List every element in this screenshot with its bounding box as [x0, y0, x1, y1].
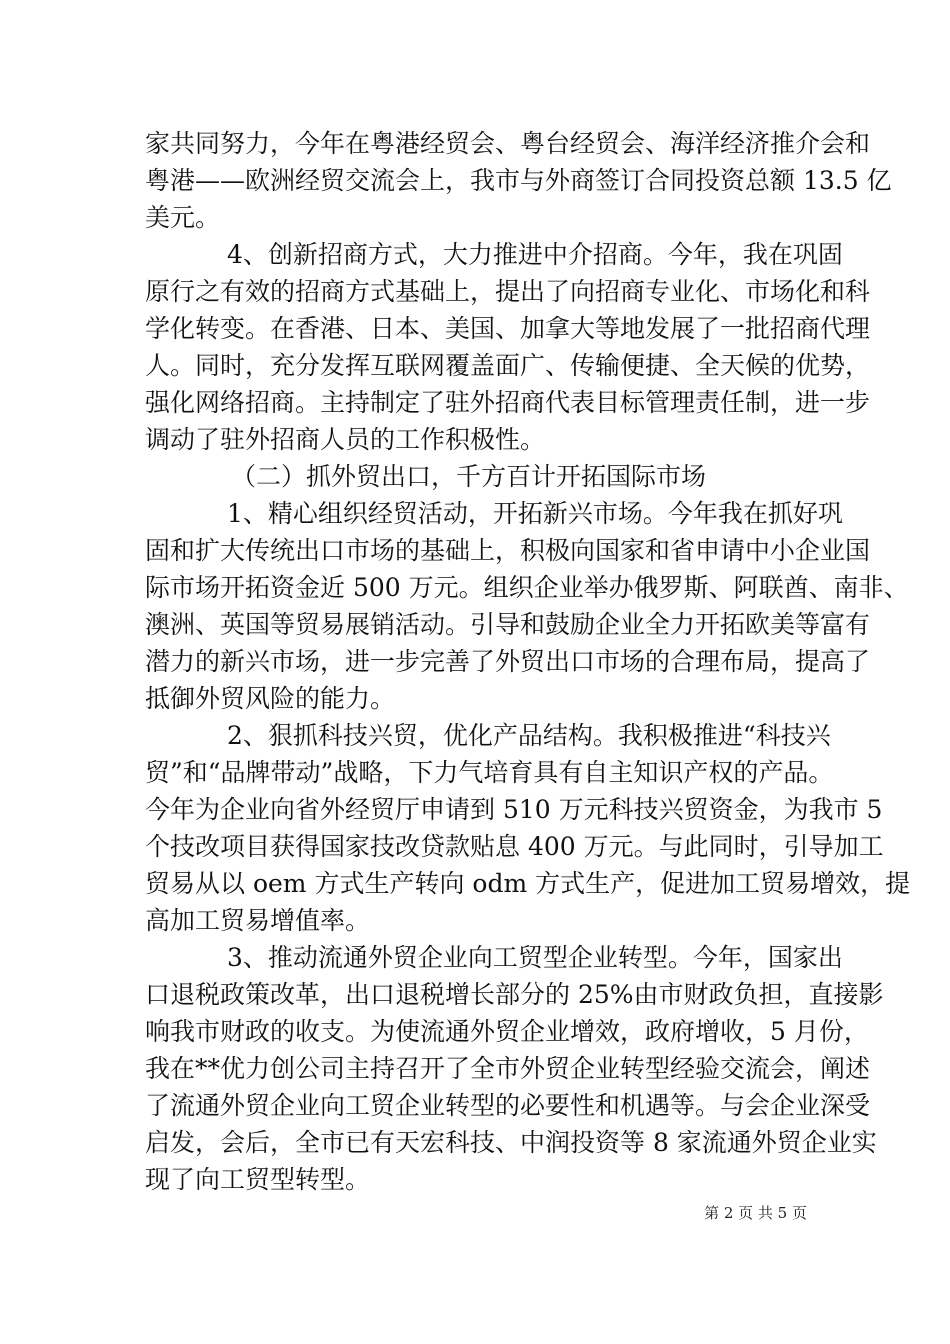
text-line: 2、狠抓科技兴贸，优化产品结构。我积极推进“科技兴	[227, 721, 831, 750]
text-line: 潜力的新兴市场，进一步完善了外贸出口市场的合理布局，提高了	[145, 647, 871, 676]
text-line: 原行之有效的招商方式基础上，提出了向招商专业化、市场化和科	[145, 277, 871, 306]
text-line: 现了向工贸型转型。	[145, 1165, 371, 1194]
paragraph	[145, 236, 871, 458]
page-number: 第 2 页 共 5 页	[704, 1204, 807, 1222]
text-line: 高加工贸易增值率。	[145, 906, 371, 935]
text-line: 家共同努力，今年在粤港经贸会、粤台经贸会、海洋经济推介会和	[145, 129, 871, 158]
text-line: 今年为企业向省外经贸厅申请到 510 万元科技兴贸资金，为我市 5	[145, 795, 883, 824]
text-line: 粤港——欧洲经贸交流会上，我市与外商签订合同投资总额 13.5 亿	[145, 166, 892, 195]
text-line: 个技改项目获得国家技改贷款贴息 400 万元。与此同时，引导加工	[145, 832, 884, 861]
text-line: 我在**优力创公司主持召开了全市外贸企业转型经验交流会，阐述	[145, 1054, 871, 1083]
text-line: 固和扩大传统出口市场的基础上，积极向国家和省申请中小企业国	[145, 536, 871, 565]
text-line: （二）抓外贸出口，千方百计开拓国际市场	[231, 462, 707, 491]
text-line: 强化网络招商。主持制定了驻外招商代表目标管理责任制，进一步	[145, 388, 871, 417]
paragraph	[145, 125, 892, 236]
text-line: 启发，会后，全市已有天宏科技、中润投资等 8 家流通外贸企业实	[145, 1128, 877, 1157]
text-line: 美元。	[145, 203, 221, 232]
text-line: 4、创新招商方式，大力推进中介招商。今年，我在巩固	[227, 240, 843, 269]
paragraph	[145, 495, 909, 717]
paragraph	[145, 717, 911, 939]
document-body	[145, 125, 911, 1198]
text-line: 3、推动流通外贸企业向工贸型企业转型。今年，国家出	[227, 943, 843, 972]
text-line: 1、精心组织经贸活动，开拓新兴市场。今年我在抓好巩	[227, 499, 843, 528]
text-line: 贸”和“品牌带动”战略，下力气培育具有自主知识产权的产品。	[145, 758, 834, 787]
text-line: 了流通外贸企业向工贸企业转型的必要性和机遇等。与会企业深受	[145, 1091, 871, 1120]
text-line: 响我市财政的收支。为使流通外贸企业增效，政府增收，5 月份，	[145, 1017, 869, 1046]
text-line: 口退税政策改革，出口退税增长部分的 25%由市财政负担，直接影	[145, 980, 884, 1009]
text-line: 调动了驻外招商人员的工作积极性。	[145, 425, 546, 454]
text-line: 抵御外贸风险的能力。	[145, 684, 396, 713]
paragraph	[145, 939, 884, 1198]
text-line: 人。同时，充分发挥互联网覆盖面广、传输便捷、全天候的优势，	[145, 351, 871, 380]
text-line: 际市场开拓资金近 500 万元。组织企业举办俄罗斯、阿联酋、南非、	[145, 573, 909, 602]
text-line: 贸易从以 oem 方式生产转向 odm 方式生产，促进加工贸易增效，提	[145, 869, 911, 898]
section-heading	[145, 458, 810, 495]
text-line: 学化转变。在香港、日本、美国、加拿大等地发展了一批招商代理	[145, 314, 871, 343]
text-line: 澳洲、英国等贸易展销活动。引导和鼓励企业全力开拓欧美等富有	[145, 610, 871, 639]
